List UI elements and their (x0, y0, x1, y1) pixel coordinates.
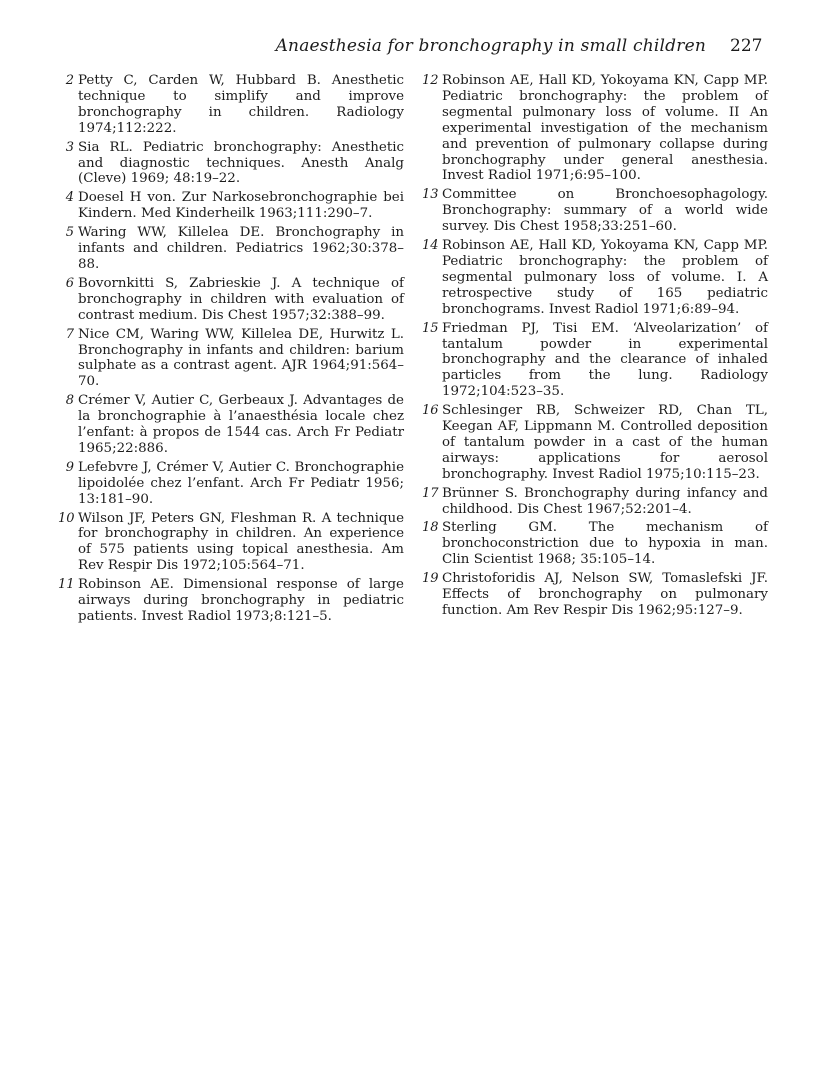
reference-item (422, 238, 768, 318)
reference-number: 4 (65, 190, 74, 206)
reference-text: Doesel H von. Zur Narkosebronchographie bei Kindern. Med Kinderheilk 1963;111:290–7. (78, 190, 404, 222)
reference-number: 16 (422, 403, 439, 419)
reference-item (58, 510, 404, 575)
reference-number: 3 (65, 139, 74, 155)
reference-text: Brünner S. Bronchography during infancy and childhood. Dis Chest 1967;52:201–4. (442, 485, 768, 517)
reference-item (422, 403, 768, 483)
reference-text: Robinson AE. Dimensional response of large airways during bronchography in pediatric patients. Invest Radiol 1973;8:121–5. (78, 577, 404, 624)
reference-text: Robinson AE, Hall KD, Yokoyama KN, Capp MP. Pediatric bronchography: the problem of segmental pulmonary loss of volume. II An experimental investigation of the mechanism and prevention of pulmonary collapse during bronchography under general anesthesia. Invest Radiol 1971;6:95–100. (442, 73, 768, 184)
reference-item (422, 187, 768, 235)
reference-text: Sterling GM. The mechanism of bronchoconstriction due to hypoxia in man. Clin Scientist 1968; 35:105–14. (442, 520, 768, 568)
reference-number: 5 (65, 225, 74, 241)
reference-number: 9 (65, 459, 74, 475)
reference-number: 12 (422, 73, 439, 88)
reference-item (64, 327, 404, 391)
references-left-column (58, 73, 404, 628)
reference-number: 10 (58, 510, 75, 526)
reference-number: 11 (58, 577, 75, 593)
reference-item (64, 140, 404, 188)
reference-number: 15 (422, 320, 439, 336)
reference-item (58, 577, 404, 625)
reference-item (422, 73, 768, 184)
reference-item (64, 225, 404, 273)
reference-text: Nice CM, Waring WW, Killelea DE, Hurwitz L. Bronchography in infants and children: barium sulphate as a contrast agent. AJR 1964;91:564–70. (78, 326, 404, 390)
reference-number: 7 (65, 326, 74, 342)
reference-text: Waring WW, Killelea DE. Bronchography in infants and children. Pediatrics 1962;30:378–88. (78, 225, 404, 272)
reference-text: Friedman PJ, Tisi EM. ‘Alveolarization’ of tantalum powder in experimental bronchography and the clearance of inhaled particles from the lung. Radiology 1972;104:523–35. (442, 320, 768, 400)
reference-text: Bovornkitti S, Zabrieskie J. A technique of bronchography in children with evaluation of contrast medium. Dis Chest 1957;32:388–99. (78, 275, 404, 323)
reference-text: Christoforidis AJ, Nelson SW, Tomaslefski JF. Effects of bronchography on pulmonary function. Am Rev Respir Dis 1962;95:127–9. (442, 571, 768, 618)
reference-item (422, 485, 768, 518)
reference-text: Sia RL. Pediatric bronchography: Anesthetic and diagnostic techniques. Anesth Analg (Cleve) 1969; 48:19–22. (78, 139, 404, 187)
page-number: 227 (730, 36, 763, 56)
reference-item (64, 73, 404, 137)
running-title: Anaesthesia for bronchography in small children (275, 36, 706, 56)
running-header (0, 36, 816, 58)
reference-number: 18 (422, 520, 439, 536)
reference-item (64, 190, 404, 222)
reference-item (64, 276, 404, 324)
reference-text: Wilson JF, Peters GN, Fleshman R. A technique for bronchography in children. An experience of 575 patients using topical anesthesia. Am Rev Respir Dis 1972;105:564–71. (78, 510, 404, 574)
reference-text: Lefebvre J, Crémer V, Autier C. Bronchographie lipoidolée chez l’enfant. Arch Fr Pediatr 1956; 13:181–90. (78, 459, 404, 507)
reference-text: Robinson AE, Hall KD, Yokoyama KN, Capp MP. Pediatric bronchography: the problem of segmental pulmonary loss of volume. I. A retrospective study of 165 pediatric bronchograms. Invest Radiol 1971;6:89–94. (442, 238, 768, 317)
reference-item (422, 320, 768, 401)
reference-text: Crémer V, Autier C, Gerbeaux J. Advantages de la bronchographie à l’anaesthésia locale chez l’enfant: à propos de 1544 cas. Arch Fr Pediatr 1965;22:886. (78, 393, 404, 456)
reference-item (422, 520, 768, 568)
reference-number: 6 (65, 275, 74, 291)
reference-number: 14 (422, 238, 439, 254)
reference-number: 19 (422, 571, 439, 587)
reference-item (64, 460, 404, 508)
reference-number: 2 (65, 73, 74, 88)
reference-item (422, 571, 768, 619)
references-right-column (422, 73, 768, 622)
reference-text: Petty C, Carden W, Hubbard B. Anesthetic technique to simplify and improve bronchography in children. Radiology 1974;112:222. (78, 73, 404, 136)
reference-item (64, 393, 404, 457)
reference-text: Committee on Bronchoesophagology. Bronchography: summary of a world wide survey. Dis Chest 1958;33:251–60. (442, 187, 768, 235)
reference-number: 17 (422, 485, 439, 501)
reference-number: 8 (65, 393, 74, 409)
reference-text: Schlesinger RB, Schweizer RD, Chan TL, Keegan AF, Lippmann M. Controlled deposition of tantalum powder in a cast of the human airways: applications for aerosol bronchography. Invest Radiol 1975;10:115–23. (442, 403, 768, 482)
reference-number: 13 (422, 187, 439, 203)
